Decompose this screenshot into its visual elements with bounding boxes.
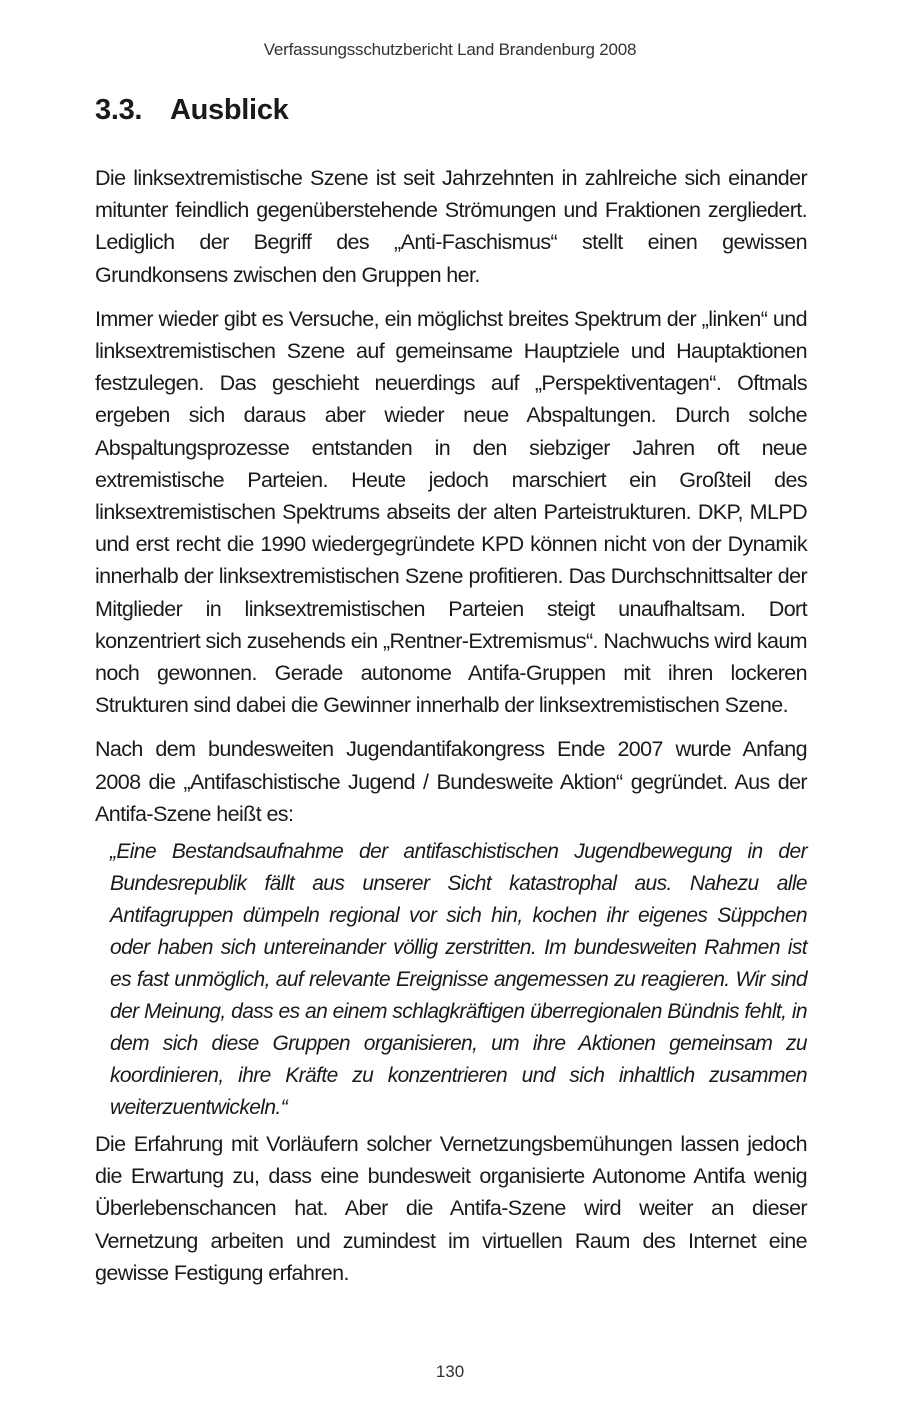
body-text: [95, 162, 807, 1301]
paragraph-intro: Die linksextremistische Szene ist seit Jahrzehnten in zahlreiche sich einander mitunter feindlich gegenüberstehende Strömungen und Fraktionen zergliedert. Lediglich der Begriff des „Anti-Faschismus“ stellt einen gewissen Grundkonsens zwischen den Gruppen her.: [95, 166, 807, 287]
running-header: Verfassungsschutzbericht Land Brandenburg 2008: [263, 40, 637, 59]
page-number: 130: [435, 1362, 465, 1381]
section-heading: [95, 94, 288, 127]
section-number: 3.3.: [95, 94, 143, 126]
section-title: Ausblick: [170, 94, 289, 126]
paragraph-closing: Die Erfahrung mit Vorläufern solcher Vernetzungsbemühungen lassen jedoch die Erwartung zu, dass eine bundesweit organisierte Autonome Antifa wenig Überlebenschancen hat. Aber die Antifa-Szene wird weiter an dieser Vernetzung arbeiten und zumindest im virtuellen Raum des Internet eine gewisse Festigung erfahren.: [95, 1132, 807, 1285]
paragraph-congress: Nach dem bundesweiten Jugendantifakongress Ende 2007 wurde Anfang 2008 die „Antifaschistische Jugend / Bundesweite Aktion“ gegründet. Aus der Antifa-Szene heißt es:: [95, 737, 807, 826]
block-quote: „Eine Bestandsaufnahme der antifaschistischen Jugendbewegung in der Bundesrepublik fällt aus unserer Sicht katastrophal aus. Nahezu alle Antifagruppen dümpeln regional vor sich hin, kochen ihr eigenes Süppchen oder haben sich untereinander völlig zerstritten. Im bundesweiten Rahmen ist es fast unmöglich, auf relevante Ereignisse angemessen zu reagieren. Wir sind der Meinung, dass es an einem schlagkräftigen überregionalen Bündnis fehlt, in dem sich diese Gruppen organisieren, um ihre Aktionen gemeinsam zu koordinieren, ihre Kräfte zu konzentrieren und sich inhaltlich zusammen weiterzuentwickeln.“: [110, 840, 807, 1120]
paragraph-spectrum: Immer wieder gibt es Versuche, ein möglichst breites Spektrum der „linken“ und linksextremistischen Szene auf gemeinsame Hauptziele und Hauptaktionen festzulegen. Das geschieht neuerdings auf „Perspektiventagen“. Oftmals ergeben sich daraus aber wieder neue Abspaltungen. Durch solche Abspaltungsprozesse entstanden in den siebziger Jahren oft neue extremistische Parteien. Heute jedoch marschiert ein Großteil des linksextremistischen Spektrums abseits der alten Parteistrukturen. DKP, MLPD und erst recht die 1990 wiedergegründete KPD können nicht von der Dynamik innerhalb der linksextremistischen Szene profitieren. Das Durchschnittsalter der Mitglieder in linksextremistischen Parteien steigt unaufhaltsam. Dort konzentriert sich zusehends ein „Rentner-Extremismus“. Nachwuchs wird kaum noch gewonnen. Gerade autonome Antifa-Gruppen mit ihren lockeren Strukturen sind dabei die Gewinner innerhalb der linksextremistischen Szene.: [95, 306, 807, 718]
